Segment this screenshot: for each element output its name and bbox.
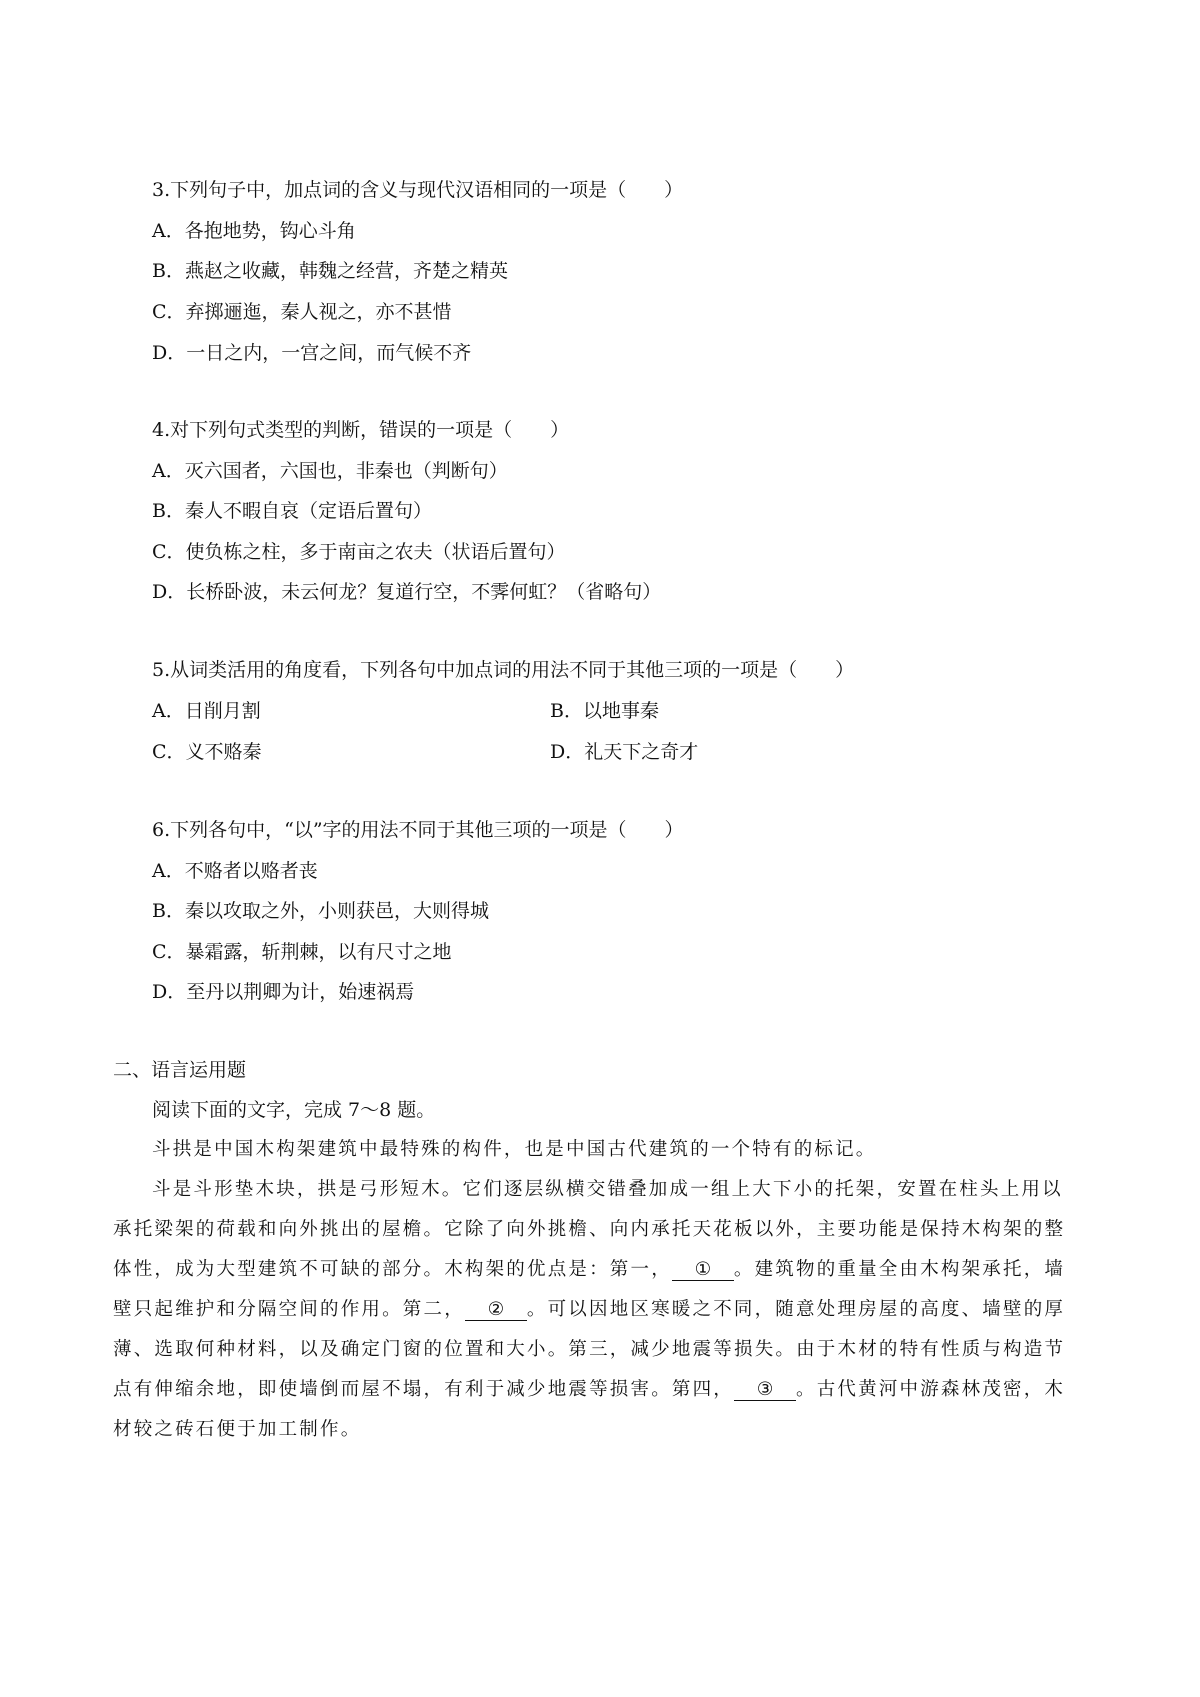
passage-line-5: 薄、选取何种材料，以及确定门窗的位置和大小。第三，减少地震等损失。由于木材的特有性质与构造节 (113, 1339, 1066, 1360)
passage-line-3 (113, 1258, 1103, 1282)
question-4-option-a: A．灭六国者，六国也，非秦也（判断句） (152, 460, 508, 482)
passage-line-4-start: 壁只起维护和分隔空间的作用。第二， (113, 1299, 465, 1320)
question-3-option-c: C．弃掷逦迤，秦人视之，亦不甚惜 (152, 301, 452, 323)
question-4-option-c: C．使负栋之柱，多于南亩之农夫（状语后置句） (152, 541, 566, 563)
passage-line-4 (113, 1298, 1103, 1322)
passage-line-1: 斗是斗形垫木块，拱是弓形短木。它们逐层纵横交错叠加成一组上大下小的托架，安置在柱头上用以 (152, 1179, 1063, 1200)
question-4-option-d: D．长桥卧波，未云何龙？复道行空，不霁何虹？（省略句） (152, 581, 662, 603)
question-6-option-c: C．暴霜露，斩荆棘，以有尺寸之地 (152, 941, 452, 963)
question-6-option-b: B．秦以攻取之外，小则获邑，大则得城 (152, 900, 489, 922)
answer-blank-1: ① (672, 1260, 734, 1281)
passage-line-6 (113, 1378, 1103, 1402)
passage-paragraph-1: 斗拱是中国木构架建筑中最特殊的构件，也是中国古代建筑的一个特有的标记。 (152, 1139, 877, 1160)
section-heading: 二、语言运用题 (113, 1059, 247, 1081)
question-5-option-d: D．礼天下之奇才 (550, 741, 699, 763)
passage-line-3-start: 体性，成为大型建筑不可缺的部分。木构架的优点是：第一， (113, 1259, 672, 1280)
passage-line-6-end: 。古代黄河中游森林茂密，木 (796, 1379, 1066, 1400)
question-6-option-d: D．至丹以荆卿为计，始速祸焉 (152, 981, 415, 1003)
question-4-stem: 4.对下列句式类型的判断，错误的一项是（ ） (152, 419, 570, 441)
question-5-stem: 5.从词类活用的角度看，下列各句中加点词的用法不同于其他三项的一项是（ ） (152, 659, 855, 681)
question-5-option-c: C．义不赂秦 (152, 741, 262, 763)
passage-line-7: 材较之砖石便于加工制作。 (113, 1419, 362, 1440)
passage-line-4-end: 。可以因地区寒暖之不同，随意处理房屋的高度、墙壁的厚 (526, 1299, 1066, 1320)
question-3-option-d: D．一日之内，一宫之间，而气候不齐 (152, 342, 472, 364)
answer-blank-2: ② (465, 1300, 527, 1321)
question-6-stem: 6.下列各句中，“以”字的用法不同于其他三项的一项是（ ） (152, 819, 684, 841)
question-5-option-a: A．日削月割 (152, 700, 261, 722)
question-3-option-a: A．各抱地势，钩心斗角 (152, 220, 356, 242)
question-3-stem: 3.下列句子中，加点词的含义与现代汉语相同的一项是（ ） (152, 179, 684, 201)
question-3-option-b: B．燕赵之收藏，韩魏之经营，齐楚之精英 (152, 260, 508, 282)
passage-line-3-end: 。建筑物的重量全由木构架承托，墙 (733, 1259, 1066, 1280)
answer-blank-3: ③ (734, 1380, 796, 1401)
question-4-option-b: B．秦人不暇自哀（定语后置句） (152, 500, 432, 522)
passage-line-6-start: 点有伸缩余地，即使墙倒而屋不塌，有利于减少地震等损害。第四， (113, 1379, 735, 1400)
reading-instruction: 阅读下面的文字，完成 7～8 题。 (152, 1099, 436, 1121)
passage-line-2: 承托梁架的荷载和向外挑出的屋檐。它除了向外挑檐、向内承托天花板以外，主要功能是保持木构架的整 (113, 1219, 1066, 1240)
question-6-option-a: A．不赂者以赂者丧 (152, 860, 318, 882)
question-5-option-b: B．以地事秦 (550, 700, 659, 722)
